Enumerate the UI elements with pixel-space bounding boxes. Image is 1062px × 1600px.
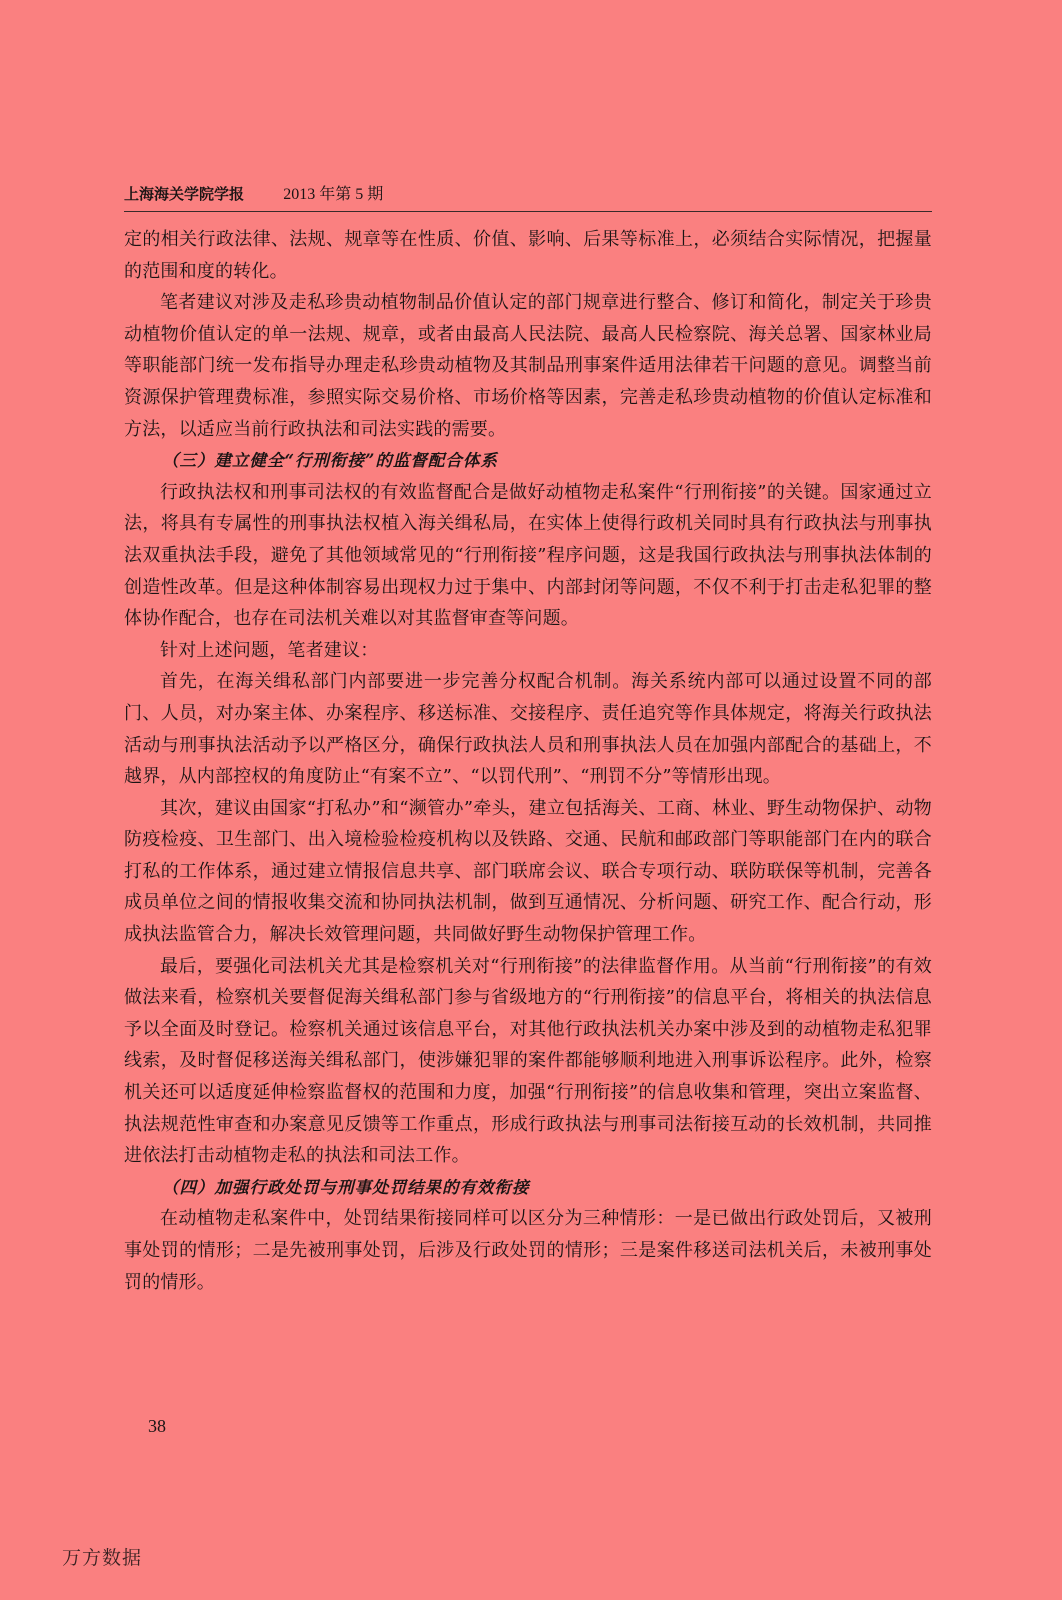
section-heading-4: （四）加强行政处罚与刑事处罚结果的有效衔接: [161, 1177, 530, 1197]
journal-title: 上海海关学院学报: [124, 185, 245, 203]
section-heading-3: （三）建立健全“行刑衔接”的监督配合体系: [161, 451, 498, 471]
running-header: [124, 182, 932, 206]
paragraph-continuation: 定的相关行政法律、法规、规章等在性质、价值、影响、后果等标准上，必须结合实际情况，把握量的范围和度的转化。: [124, 229, 932, 282]
article-body: [124, 224, 932, 1298]
header-rule: [124, 211, 932, 212]
issue-label: 2013 年第 5 期: [283, 186, 384, 203]
paragraph: 其次，建议由国家“打私办”和“濒管办”牵头，建立包括海关、工商、林业、野生动物保护、动物防疫检疫、卫生部门、出入境检验检疫机构以及铁路、交通、民航和邮政部门等职能部门在内的联合打私的工作体系，通过建立情报信息共享、部门联席会议、联合专项行动、联防联保等机制，完善各成员单位之间的情报收集交流和协同执法机制，做到互通情况、分析问题、研究工作、配合行动，形成执法监管合力，解决长效管理问题，共同做好野生动物保护管理工作。: [124, 797, 932, 946]
paragraph: 首先，在海关缉私部门内部要进一步完善分权配合机制。海关系统内部可以通过设置不同的部门、人员，对办案主体、办案程序、移送标准、交接程序、责任追究等作具体规定，将海关行政执法活动与刑事执法活动予以严格区分，确保行政执法人员和刑事执法人员在加强内部配合的基础上，不越界，从内部控权的角度防止“有案不立”、“以罚代刑”、“刑罚不分”等情形出现。: [124, 671, 932, 788]
paragraph: 行政执法权和刑事司法权的有效监督配合是做好动植物走私案件“行刑衔接”的关键。国家通过立法，将具有专属性的刑事执法权植入海关缉私局，在实体上使得行政机关同时具有行政执法与刑事执法双重执法手段，避免了其他领域常见的“行刑衔接”程序问题，这是我国行政执法与刑事执法体制的创造性改革。但是这种体制容易出现权力过于集中、内部封闭等问题，不仅不利于打击走私犯罪的整体协作配合，也存在司法机关难以对其监督审查等问题。: [124, 481, 932, 630]
paragraph: 在动植物走私案件中，处罚结果衔接同样可以区分为三种情形：一是已做出行政处罚后，又被刑事处罚的情形；二是先被刑事处罚，后涉及行政处罚的情形；三是案件移送司法机关后，未被刑事处罚的情形。: [124, 1208, 932, 1293]
page-number: 38: [148, 1416, 166, 1436]
paragraph: 针对上述问题，笔者建议：: [160, 639, 379, 661]
paragraph: 笔者建议对涉及走私珍贵动植物制品价值认定的部门规章进行整合、修订和简化，制定关于珍贵动植物价值认定的单一法规、规章，或者由最高人民法院、最高人民检察院、海关总署、国家林业局等职能部门统一发布指导办理走私珍贵动植物及其制品刑事案件适用法律若干问题的意见。调整当前资源保护管理费标准，参照实际交易价格、市场价格等因素，完善走私珍贵动植物的价值认定标准和方法，以适应当前行政执法和司法实践的需要。: [124, 292, 932, 440]
paragraph: 最后，要强化司法机关尤其是检察机关对“行刑衔接”的法律监督作用。从当前“行刑衔接”的有效做法来看，检察机关要督促海关缉私部门参与省级地方的“行刑衔接”的信息平台，将相关的执法信息予以全面及时登记。检察机关通过该信息平台，对其他行政执法机关办案中涉及到的动植物走私犯罪线索，及时督促移送海关缉私部门，使涉嫌犯罪的案件都能够顺利地进入刑事诉讼程序。此外，检察机关还可以适度延伸检察监督权的范围和力度，加强“行刑衔接”的信息收集和管理，突出立案监督、执法规范性审查和办案意见反馈等工作重点，形成行政执法与刑事司法衔接互动的长效机制，共同推进依法打击动植物走私的执法和司法工作。: [124, 955, 932, 1167]
source-watermark: 万方数据: [62, 1547, 143, 1569]
